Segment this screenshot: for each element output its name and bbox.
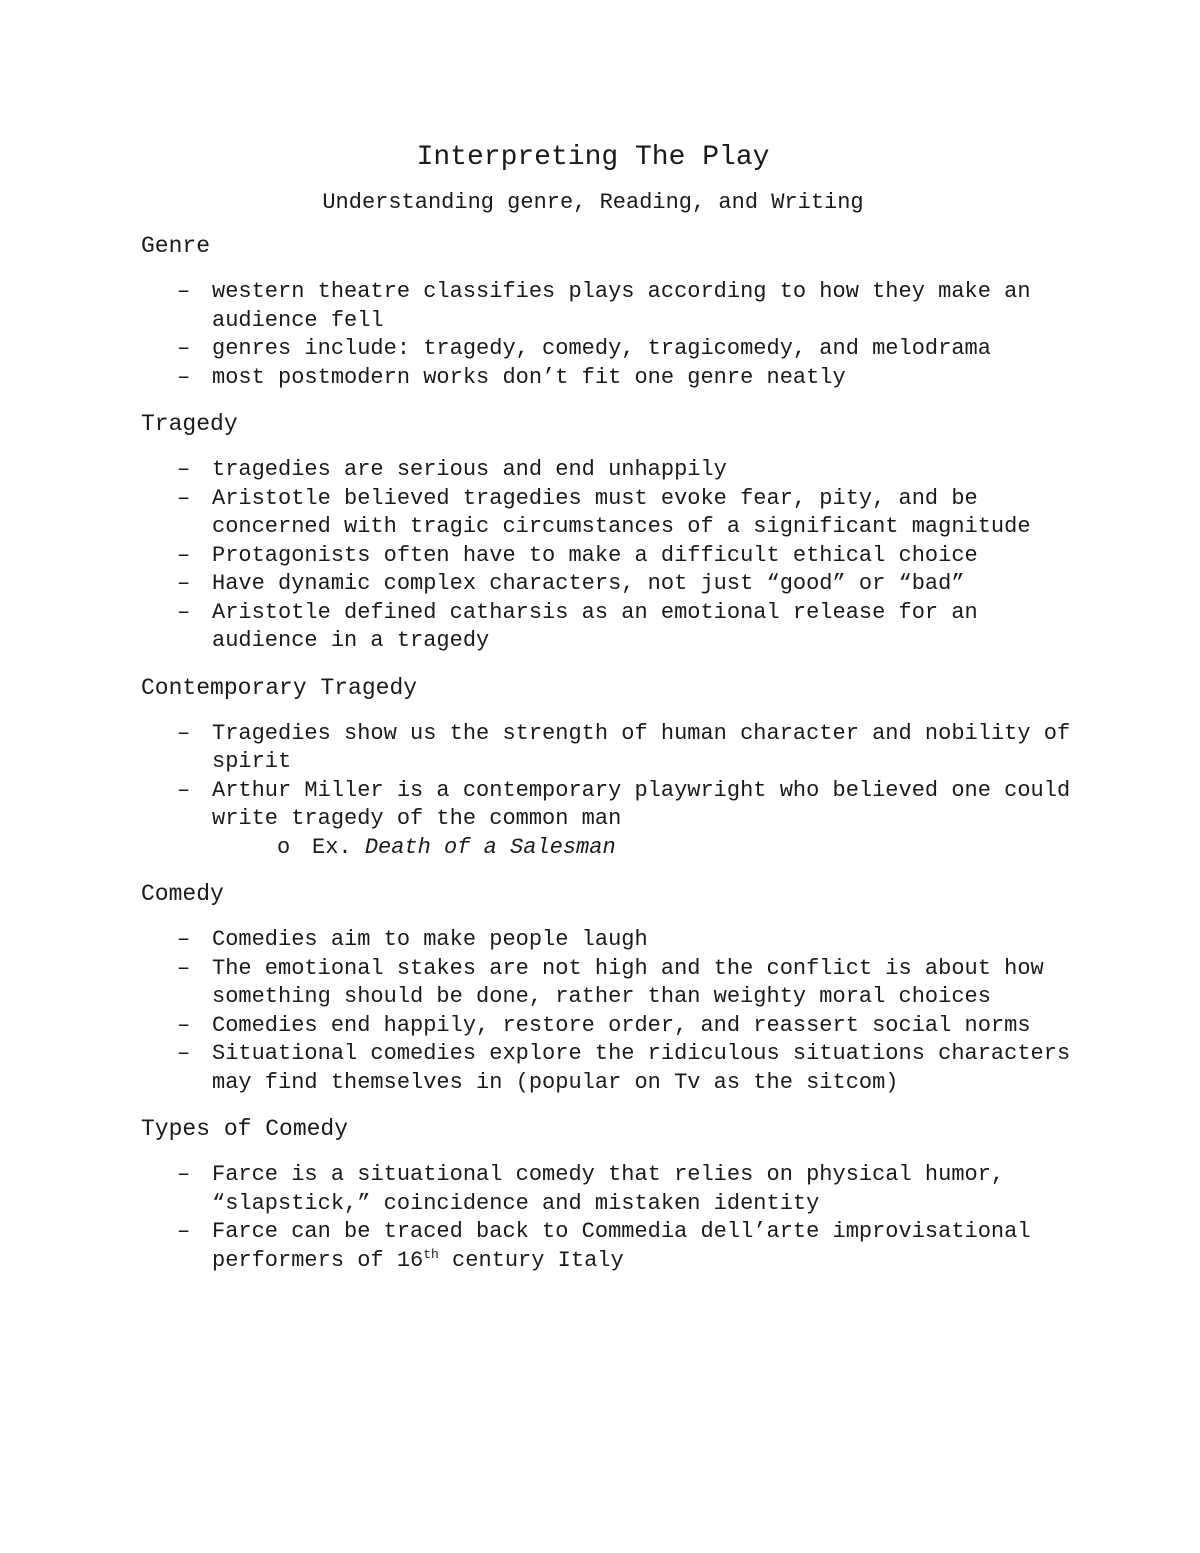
bullet-dash: –	[177, 571, 191, 596]
section-heading-types-of-comedy: Types of Comedy	[141, 1116, 349, 1142]
list-item-text: Farce is a situational comedy that relies on physical humor, “slapstick,” coincidence and mistaken identity	[212, 1162, 1005, 1216]
genre-list	[141, 278, 1081, 392]
list-item-text: Aristotle believed tragedies must evoke fear, pity, and be concerned with tragic circumstances of a significant magnitude	[212, 485, 1031, 539]
list-item-text: Situational comedies explore the ridiculous situations characters may find themselves in (popular on Tv as the sitcom)	[212, 1041, 1071, 1095]
bullet-dash: –	[177, 279, 191, 304]
list-item	[141, 1218, 1081, 1275]
document-title: Interpreting The Play	[416, 142, 770, 173]
list-item	[141, 485, 1081, 542]
example-prefix: Ex.	[312, 834, 352, 860]
document-page	[141, 138, 1081, 1293]
list-item	[141, 456, 1081, 485]
list-item-text: Protagonists often have to make a difficult ethical choice	[212, 542, 978, 568]
list-item-text: Tragedies show us the strength of human character and nobility of spirit	[212, 720, 1071, 774]
section-heading-contemporary-tragedy: Contemporary Tragedy	[141, 674, 418, 701]
play-title: Death of a Salesman	[364, 834, 616, 860]
list-item	[141, 1040, 1081, 1097]
contemporary-tragedy-list	[141, 720, 1081, 863]
sub-list	[212, 834, 1081, 863]
section-heading-genre: Genre	[141, 233, 211, 259]
document-subtitle: Understanding genre, Reading, and Writing	[322, 190, 864, 215]
sub-list-item-text	[242, 834, 1081, 863]
bullet-dash: –	[177, 1012, 191, 1038]
list-item-text: western theatre classifies plays according to how they make an audience fell	[212, 279, 1031, 333]
list-item	[141, 1012, 1081, 1041]
list-item-text: Comedies aim to make people laugh	[212, 927, 648, 952]
ordinal-superscript: th	[423, 1246, 439, 1262]
bullet-dash: –	[177, 955, 191, 981]
bullet-dash: –	[177, 364, 191, 390]
bullet-dash: –	[177, 599, 191, 625]
bullet-dash: –	[177, 1041, 191, 1066]
comedy-list	[141, 926, 1081, 1097]
sub-list-item	[171, 834, 1081, 863]
list-item-text-main: Farce can be traced back to Commedia dell’arte improvisational performers of 16	[212, 1219, 1031, 1273]
list-item-text: genres include: tragedy, comedy, tragicomedy, and melodrama	[212, 336, 991, 361]
bullet-dash: –	[177, 720, 191, 746]
list-item	[141, 777, 1081, 863]
list-item-text: Have dynamic complex characters, not just “good” or “bad”	[212, 571, 965, 596]
bullet-dash: –	[177, 542, 191, 568]
tragedy-list	[141, 456, 1081, 656]
bullet-dash: –	[177, 1162, 191, 1187]
list-item	[141, 278, 1081, 335]
list-item	[141, 720, 1081, 777]
list-item-text: Comedies end happily, restore order, and reassert social norms	[212, 1012, 1031, 1038]
list-item-text-tail: century Italy	[438, 1247, 624, 1273]
sub-bullet-marker: o	[277, 834, 291, 860]
bullet-dash: –	[177, 457, 191, 482]
list-item-text: most postmodern works don’t fit one genre neatly	[212, 364, 846, 390]
list-item-text	[212, 1219, 1031, 1273]
list-item	[141, 570, 1081, 599]
bullet-dash: –	[177, 927, 191, 952]
bullet-dash: –	[177, 777, 191, 803]
list-item	[141, 335, 1081, 364]
bullet-dash: –	[177, 485, 191, 511]
list-item	[141, 1161, 1081, 1218]
bullet-dash: –	[177, 1219, 191, 1244]
section-heading-tragedy: Tragedy	[141, 411, 238, 437]
list-item	[141, 542, 1081, 571]
list-item-text: Aristotle defined catharsis as an emotional release for an audience in a tragedy	[212, 599, 978, 653]
list-item	[141, 599, 1081, 656]
list-item	[141, 926, 1081, 955]
list-item	[141, 955, 1081, 1012]
bullet-dash: –	[177, 336, 191, 361]
section-heading-comedy: Comedy	[141, 881, 224, 907]
list-item	[141, 364, 1081, 393]
list-item-text: tragedies are serious and end unhappily	[212, 457, 727, 482]
list-item-text: Arthur Miller is a contemporary playwright who believed one could write tragedy of the common man	[212, 777, 1071, 831]
list-item-text: The emotional stakes are not high and the conflict is about how something should be done, rather than weighty moral choices	[212, 955, 1044, 1009]
types-of-comedy-list	[141, 1161, 1081, 1275]
